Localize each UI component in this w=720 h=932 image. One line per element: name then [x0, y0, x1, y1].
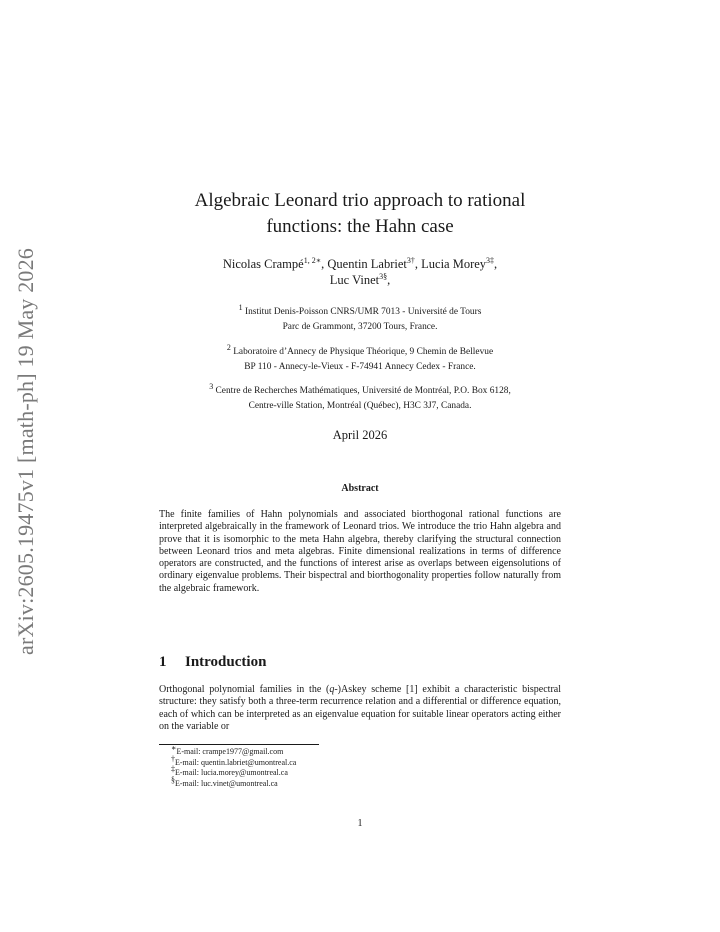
abstract-text: The finite families of Hahn polynomials and associated biorthogonal rational functions are interpreted algebraically in the framework of Leonard trios. We introduce the trio Hahn algebra and prove that it is isomorphic to the meta Hahn algebra, thereby clarifying the structural connection between Leonard trios and meta algebras. Finite dimensional realizations in terms of difference operators are constructed, and the functions of interest arise as overlaps between eigensolutions of ordinary eigenvalue problems. Their bispectral and biorthogonality properties follow naturally from the algebraic framework. — [159, 509, 561, 594]
author-name: Lucia Morey — [421, 257, 487, 271]
affiliation-line: Centre de Recherches Mathématiques, Université de Montréal, P.O. Box 6128, — [215, 386, 511, 396]
author-list — [159, 256, 561, 288]
footnote: §E-mail: luc.vinet@umontreal.ca — [171, 774, 278, 788]
abstract-heading: Abstract — [341, 483, 379, 494]
affiliation-number: 3 — [209, 381, 214, 391]
footnote-rule — [159, 744, 319, 745]
introduction-paragraph: Orthogonal polynomial families in the (q-)Askey scheme [1] exhibit a characteristic bispectral structure: they satisfy both a three-term recurrence relation and a differential or difference equation, each of which can be interpreted as an eigenvalue equation for suitable linear operators acting either on the variable or — [159, 684, 561, 732]
affiliation-number: 1 — [238, 302, 243, 312]
section-heading — [159, 654, 561, 671]
affiliation-3 — [159, 381, 561, 414]
affiliation-1 — [159, 302, 561, 335]
author-affiliation-mark: 3‡ — [486, 255, 495, 265]
title-line-1: Algebraic Leonard trio approach to rational — [194, 190, 526, 211]
section-title: Introduction — [185, 654, 267, 670]
section-number: 1 — [159, 654, 167, 670]
q-variable: q — [329, 684, 335, 695]
page-number: 1 — [357, 818, 363, 829]
affiliation-line: Parc de Grammont, 37200 Tours, France. — [282, 322, 438, 332]
author-line-2 — [159, 272, 561, 288]
affiliation-line: Institut Denis-Poisson CNRS/UMR 7013 - Université de Tours — [244, 307, 482, 317]
author-separator: , — [387, 273, 391, 287]
footnote: †E-mail: quentin.labriet@umontreal.ca — [171, 753, 297, 767]
arxiv-identifier-stamp: arXiv:2605.19475v1 [math-ph] 19 May 2026 — [13, 248, 38, 655]
author-name: Quentin Labriet — [327, 257, 407, 271]
author-separator: , — [321, 257, 328, 271]
publication-date: April 2026 — [332, 428, 388, 442]
footnotes — [171, 743, 297, 789]
title-line-2: functions: the Hahn case — [266, 216, 454, 237]
affiliation-line: Laboratoire d’Annecy de Physique Théorique, 9 Chemin de Bellevue — [233, 347, 494, 357]
author-affiliation-mark: 3§ — [379, 271, 388, 281]
affiliation-line: Centre-ville Station, Montréal (Québec), H3C 3J7, Canada. — [248, 401, 472, 411]
affiliation-number: 2 — [226, 342, 231, 352]
author-separator: , — [414, 257, 422, 271]
author-affiliation-mark: 1, 2∗ — [303, 255, 322, 265]
author-affiliation-mark: 3† — [406, 255, 415, 265]
affiliation-line: BP 110 - Annecy-le-Vieux - F-74941 Annecy Cedex - France. — [244, 362, 476, 372]
paper-title — [159, 188, 561, 240]
affiliation-2 — [159, 342, 561, 375]
author-line-1 — [159, 256, 561, 272]
footnote: ∗E-mail: crampe1977@gmail.com — [171, 743, 284, 756]
footnote: ‡E-mail: lucia.morey@umontreal.ca — [171, 764, 288, 777]
author-separator: , — [494, 257, 498, 271]
author-name: Luc Vinet — [329, 273, 380, 287]
author-name: Nicolas Crampé — [222, 257, 304, 271]
